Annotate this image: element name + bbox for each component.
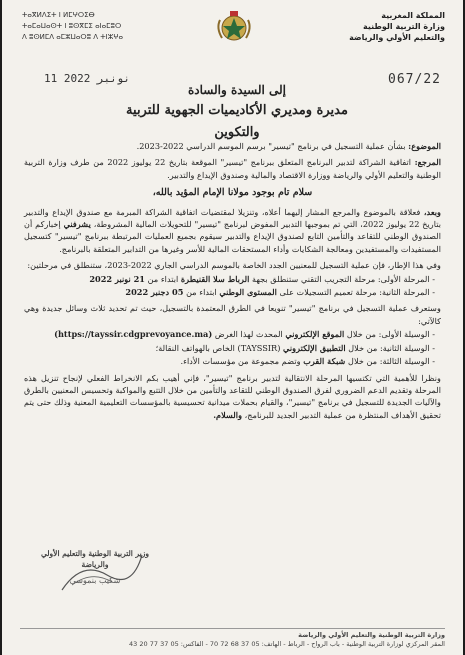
header-line: ⵜⴰⵎⴰⵡⴰⵙⵜ ⵏ ⵓⵙⴳⵎⵉ ⴰⵏⴰⵎⵓⵔ [22,22,122,30]
reference-text: اتفاقية الشراكة لتدبير البرنامج المتعلق ببرنامج "تيسير" الموقعة بتاريخ 22 يوليوز 2022 من طرف وزارة التربية الوطنية والتعليم الأولي والرياضة ووزارة الاقتصاد والمالية وصندوق الإيداع والتدبير. [24,157,441,180]
recipient-address [102,80,372,144]
method-text: (TAYSSIR) الخاص بالهواتف النقالة؛ [155,342,281,353]
paragraph-lead: وبعد، [423,206,442,217]
method-text: - الوسيلة الأولى: من خلال [346,329,435,340]
header-line: ⵜⴰⴳⵍⴷⵉⵜ ⵏ ⵍⵎⵖⵔⵉⴱ [22,11,95,19]
method-text: - الوسيلة الثالثة: من خلال [348,356,435,367]
paragraph: وفي هذا الإطار، فإن عملية التسجيل للمعنيين الجدد الخاصة بالموسم الدراسي الجاري 2022-2023، ستنطلق في مرحلتين: [27,260,441,271]
letter-footer [20,628,445,649]
stage-text: ابتداء من [186,287,217,298]
subject-line [24,140,441,152]
header-line: والتعليم الأولي والرياضة [349,33,445,42]
paragraph: وستعرف عملية التسجيل في برنامج "تيسير" تنويعا في الطرق المعتمدة بالتسجيل، حيث تم تحديد ثلاث وسائل جديدة وهي كالآتي: [24,303,441,326]
paragraph [24,372,441,422]
signature-name: شكيب بنموسى [69,576,121,585]
paragraph-text: ونظرا للأهمية التي تكتسيها المرحلة الانتقالية لتدبير برنامج "تيسير"، فإني أهيب بكم الانخراط الفعلي لإنجاح تنزيل هذه المرحلة وتقديم الدعم الضروري لفرق الصندوق الوطني للتقاعد والتأمين من خلال التتبع والمواكبة وتحسيس المعنيين بالطرق والآليات الجديدة للتسجيل في برنامج "تيسير"، والقيام بحملات ميدانية تحسيسية بالمؤسسات التعليمية المعنية وذلك حتى يتم تحقيق الأهداف المنتظرة من عملية التدبير الجديد للبرنامج، [24,372,441,420]
letter-date: 11 نونبر 2022 [44,72,131,85]
paragraph-text: فعلاقة بالموضوع والمرجع المشار إليهما أعلاه، وتنزيلا لمقتضيات اتفاقية الشراكة المبرمة مع صندوق الإيداع والتدبير بتاريخ 22 يوليوز 2022، التي تم بموجبها التدبير المفوض لبرنامج "تيسير" للتحويلات المالية المشروطة، [24,206,441,230]
stage-item [24,273,441,285]
footer-line: المقر المركزي لوزارة التربية الوطنية - باب الرواح - الرباط - الهاتف: 05 37 68 72 70 - الفاكس: 05 37 77 20 43 [129,640,445,648]
stage-text: - المرحلة الثانية: مرحلة تعميم التسجيلات على [279,287,435,298]
stage-date: 05 دجنبر 2022 [125,287,184,298]
reference-label: المرجع: [414,157,442,168]
method-item [24,355,441,367]
signature-title: والرياضة [81,560,109,569]
closing: والسلام. [213,409,243,420]
signature-title: وزير التربية الوطنية والتعليم الأولي [41,549,149,558]
method-name: الموقع الإلكتروني [285,329,345,340]
stage-date: 21 نونبر 2022 [89,273,145,284]
footer-line: وزارة التربية الوطنية والتعليم الأولي والرياضة [298,631,445,639]
address-line: مديرة ومديري الأكاديميات الجهوية للتربية والتكوين [126,103,348,140]
method-text: وتضم مجموعة من مؤسسات الأداء. [180,356,301,367]
method-item [24,342,441,354]
stage-scope: المستوى الوطني [219,287,277,298]
paragraph-emphasis: يشرفني [63,219,91,230]
header-line: المملكة المغربية [381,11,445,20]
stage-text: - المرحلة الأولى: مرحلة التجريب التقني ستنطلق بجهة [251,273,435,284]
stage-item [24,286,441,298]
letter-body [24,140,441,425]
subject-label: الموضوع: [408,141,441,151]
subject-text: بشأن عملية التسجيل في برنامج "تيسير" برسم الموسم الدراسي 2022-2023. [136,141,406,151]
header-arabic [295,10,445,43]
stage-text: ابتداء من [147,273,179,284]
method-item [24,328,441,340]
letter-page [2,0,463,655]
address-line: إلى السيدة والسادة [187,83,287,97]
signature-block [40,548,150,585]
header-line: وزارة التربية الوطنية [362,22,445,31]
method-name: التطبيق الإلكتروني [283,342,346,353]
letter-reference: 067/22 [388,72,441,87]
paragraph-text: إخباركم أن الصندوق الوطني للتقاعد والتأمين التابع لصندوق الإيداع والتدبير سيقوم بجميع العمليات المرتبطة ببرنامج "تيسير" كتسجيل المستفيدات والمستفيدين ومعالجة الشكايات وأداء المستحقات المالية للأسر وغيرها من التدابير المتعلقة بالبرنامج. [24,219,441,254]
header-tifinagh [22,10,172,43]
moroccan-coat-of-arms-icon [214,8,254,48]
salutation: سلام تام بوجود مولانا الإمام المؤيد بالله، [152,187,313,199]
paragraph [24,206,441,256]
header-line: ⴷ ⵓⵙⵍⵎⴷ ⴰⵎⵣⵡⴰⵔⵓ ⴷ ⵜⵏⵣⵖⴰ [22,33,124,41]
stage-region: الرباط سلا القنيطرة [180,273,250,284]
method-text: - الوسيلة الثانية: من خلال [348,342,435,353]
method-text: المحدث لهذا الغرض [214,329,283,340]
reference-line [24,156,441,181]
method-url: (https://tayssir.cdgprevoyance.ma) [54,329,213,340]
method-name: شبكة القرب [303,356,346,367]
